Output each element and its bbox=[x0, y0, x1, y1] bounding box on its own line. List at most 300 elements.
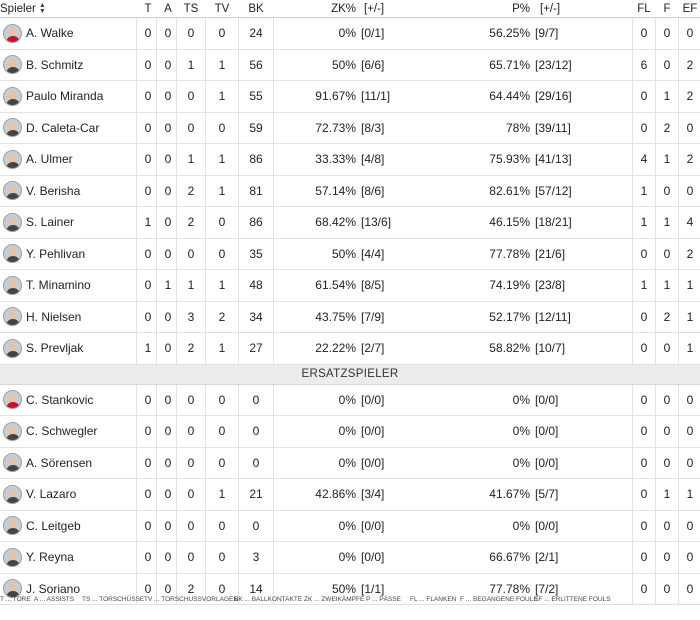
column-divider bbox=[273, 448, 274, 479]
column-divider bbox=[273, 50, 274, 81]
stat-a: 0 bbox=[164, 424, 172, 439]
column-fl[interactable]: FL bbox=[637, 2, 651, 15]
stat-a: 0 bbox=[164, 152, 172, 167]
substitute-rows bbox=[0, 385, 700, 606]
stat-t: 0 bbox=[144, 152, 152, 167]
stats-legend bbox=[0, 596, 700, 610]
column-divider bbox=[273, 239, 274, 270]
player-cell[interactable] bbox=[0, 416, 135, 447]
column-divider bbox=[678, 479, 679, 510]
stat-f: 1 bbox=[663, 152, 671, 167]
stat-zk: 42.86% bbox=[315, 487, 356, 502]
player-avatar bbox=[3, 181, 22, 200]
stat-ef: 1 bbox=[686, 309, 694, 324]
stat-a: 0 bbox=[164, 455, 172, 470]
column-divider bbox=[238, 207, 239, 238]
column-divider bbox=[678, 416, 679, 447]
stat-ts: 2 bbox=[187, 215, 195, 230]
column-divider bbox=[678, 113, 679, 144]
player-name[interactable]: D. Caleta-Car bbox=[26, 120, 100, 135]
stat-a: 1 bbox=[164, 278, 172, 293]
column-divider bbox=[632, 81, 633, 112]
player-cell[interactable] bbox=[0, 81, 135, 112]
stat-ef: 2 bbox=[686, 246, 694, 261]
stat-zk: 22.22% bbox=[315, 341, 356, 356]
column-divider bbox=[136, 50, 137, 81]
column-divider bbox=[655, 239, 656, 270]
stat-ef: 0 bbox=[686, 26, 694, 41]
legend-item: A ... ASSISTS bbox=[34, 596, 75, 603]
column-divider bbox=[238, 333, 239, 364]
column-divider bbox=[238, 511, 239, 542]
stat-a: 0 bbox=[164, 57, 172, 72]
stat-f: 0 bbox=[663, 550, 671, 565]
column-divider bbox=[678, 50, 679, 81]
stat-ts: 0 bbox=[187, 424, 195, 439]
stat-t: 0 bbox=[144, 183, 152, 198]
legend-item: P ... PÄSSE bbox=[366, 596, 401, 603]
column-a[interactable]: A bbox=[164, 2, 172, 15]
column-bk[interactable]: BK bbox=[248, 2, 264, 15]
stat-zk-d: [0/0] bbox=[361, 424, 385, 439]
player-name[interactable]: Y. Pehlivan bbox=[26, 246, 86, 261]
stat-bk: 0 bbox=[252, 424, 260, 439]
stat-bk: 3 bbox=[252, 550, 260, 565]
stat-zk-d: [1/1] bbox=[361, 581, 385, 596]
player-name[interactable]: S. Lainer bbox=[26, 215, 75, 230]
stat-fl: 0 bbox=[640, 89, 648, 104]
column-divider bbox=[678, 239, 679, 270]
player-cell[interactable] bbox=[0, 542, 135, 573]
column-zk[interactable]: ZK% bbox=[331, 2, 356, 15]
stat-ts: 2 bbox=[187, 341, 195, 356]
player-avatar bbox=[3, 548, 22, 567]
column-divider bbox=[655, 479, 656, 510]
stat-t: 0 bbox=[144, 278, 152, 293]
column-divider bbox=[205, 113, 206, 144]
column-tv[interactable]: TV bbox=[214, 2, 230, 15]
column-divider bbox=[238, 416, 239, 447]
column-divider bbox=[238, 239, 239, 270]
stat-tv: 0 bbox=[218, 424, 226, 439]
player-name[interactable]: A. Ulmer bbox=[26, 152, 73, 167]
stat-t: 0 bbox=[144, 518, 152, 533]
player-row[interactable] bbox=[0, 333, 700, 365]
column-divider bbox=[632, 542, 633, 573]
stat-t: 0 bbox=[144, 487, 152, 502]
player-row[interactable] bbox=[0, 113, 700, 145]
stat-p: 0% bbox=[512, 518, 530, 533]
player-row[interactable] bbox=[0, 385, 700, 417]
stat-f: 0 bbox=[663, 424, 671, 439]
player-cell[interactable] bbox=[0, 302, 135, 333]
stat-fl: 1 bbox=[640, 278, 648, 293]
player-avatar bbox=[3, 244, 22, 263]
stat-ts: 0 bbox=[187, 246, 195, 261]
stat-p-d: [12/11] bbox=[535, 309, 571, 324]
stat-fl: 4 bbox=[640, 152, 648, 167]
column-divider bbox=[273, 176, 274, 207]
player-avatar bbox=[3, 276, 22, 295]
player-name[interactable]: Paulo Miranda bbox=[26, 89, 104, 104]
column-divider bbox=[136, 207, 137, 238]
player-avatar bbox=[3, 24, 22, 43]
player-name[interactable]: Y. Reyna bbox=[26, 550, 74, 565]
sort-icon[interactable]: ▲ ▼ bbox=[38, 1, 46, 15]
column-divider bbox=[655, 50, 656, 81]
column-player[interactable] bbox=[0, 0, 135, 17]
player-row[interactable] bbox=[0, 416, 700, 448]
player-row[interactable] bbox=[0, 207, 700, 239]
stat-bk: 35 bbox=[249, 246, 263, 261]
stat-bk: 0 bbox=[252, 518, 260, 533]
stat-f: 0 bbox=[663, 455, 671, 470]
column-divider bbox=[238, 144, 239, 175]
column-divider bbox=[655, 18, 656, 49]
stat-fl: 0 bbox=[640, 120, 648, 135]
stat-zk: 0% bbox=[338, 550, 356, 565]
stat-ef: 1 bbox=[686, 341, 694, 356]
stat-p: 46.15% bbox=[489, 215, 530, 230]
stat-p-d: [57/12] bbox=[535, 183, 572, 198]
stat-fl: 1 bbox=[640, 215, 648, 230]
stat-zk: 50% bbox=[331, 581, 356, 596]
column-divider bbox=[632, 207, 633, 238]
stat-a: 0 bbox=[164, 392, 172, 407]
stat-ts: 1 bbox=[187, 57, 195, 72]
stat-fl: 0 bbox=[640, 341, 648, 356]
player-name[interactable]: V. Lazaro bbox=[26, 487, 77, 502]
stat-p-d: [0/0] bbox=[535, 518, 559, 533]
column-divider bbox=[136, 511, 137, 542]
player-name[interactable]: C. Schwegler bbox=[26, 424, 98, 439]
column-divider bbox=[205, 207, 206, 238]
stat-zk: 91.67% bbox=[315, 89, 356, 104]
starter-rows bbox=[0, 18, 700, 365]
player-cell[interactable] bbox=[0, 333, 135, 364]
column-divider bbox=[632, 333, 633, 364]
stat-f: 2 bbox=[663, 120, 671, 135]
player-cell[interactable] bbox=[0, 239, 135, 270]
stat-a: 0 bbox=[164, 246, 172, 261]
column-divider bbox=[205, 144, 206, 175]
stat-a: 0 bbox=[164, 309, 172, 324]
player-row[interactable] bbox=[0, 176, 700, 208]
column-divider bbox=[136, 81, 137, 112]
player-cell[interactable] bbox=[0, 479, 135, 510]
stat-zk: 0% bbox=[338, 518, 356, 533]
stat-a: 0 bbox=[164, 120, 172, 135]
player-avatar bbox=[3, 339, 22, 358]
stat-p: 65.71% bbox=[489, 57, 530, 72]
player-row[interactable] bbox=[0, 479, 700, 511]
column-divider bbox=[678, 81, 679, 112]
stat-tv: 1 bbox=[218, 341, 226, 356]
stat-tv: 0 bbox=[218, 120, 226, 135]
player-row[interactable] bbox=[0, 239, 700, 271]
column-divider bbox=[678, 270, 679, 301]
stat-zk: 68.42% bbox=[315, 215, 356, 230]
stat-p-d: [23/12] bbox=[535, 57, 572, 72]
player-name[interactable]: A. Walke bbox=[26, 26, 74, 41]
stat-f: 0 bbox=[663, 183, 671, 198]
stat-fl: 0 bbox=[640, 581, 648, 596]
stat-a: 0 bbox=[164, 581, 172, 596]
player-row[interactable] bbox=[0, 542, 700, 574]
legend-item: ZK ... ZWEIKÄMPFE bbox=[304, 596, 365, 603]
stat-t: 0 bbox=[144, 581, 152, 596]
stat-f: 0 bbox=[663, 518, 671, 533]
stat-p-d: [0/0] bbox=[535, 424, 559, 439]
stat-bk: 81 bbox=[249, 183, 263, 198]
stat-ts: 0 bbox=[187, 550, 195, 565]
stat-t: 0 bbox=[144, 392, 152, 407]
stat-p-d: [7/2] bbox=[535, 581, 559, 596]
stat-ef: 0 bbox=[686, 518, 694, 533]
stat-zk-d: [11/1] bbox=[361, 89, 391, 104]
player-row[interactable] bbox=[0, 448, 700, 480]
stat-tv: 1 bbox=[218, 278, 226, 293]
stat-bk: 0 bbox=[252, 455, 260, 470]
stat-f: 1 bbox=[663, 278, 671, 293]
legend-item: T ... TORE bbox=[0, 596, 31, 603]
stat-tv: 0 bbox=[218, 581, 226, 596]
column-divider bbox=[273, 18, 274, 49]
player-name[interactable]: A. Sörensen bbox=[26, 455, 93, 470]
stat-zk: 43.75% bbox=[315, 309, 356, 324]
column-divider bbox=[678, 176, 679, 207]
column-divider bbox=[632, 113, 633, 144]
stat-tv: 1 bbox=[218, 152, 226, 167]
player-cell[interactable] bbox=[0, 144, 135, 175]
stat-zk: 0% bbox=[338, 26, 356, 41]
player-avatar bbox=[3, 55, 22, 74]
player-name[interactable]: H. Nielsen bbox=[26, 309, 82, 324]
player-name[interactable]: C. Leitgeb bbox=[26, 518, 81, 533]
stat-ef: 0 bbox=[686, 424, 694, 439]
player-row[interactable] bbox=[0, 81, 700, 113]
stat-p: 66.67% bbox=[489, 550, 530, 565]
stat-tv: 1 bbox=[218, 89, 226, 104]
player-row[interactable] bbox=[0, 50, 700, 82]
column-divider bbox=[273, 479, 274, 510]
stat-a: 0 bbox=[164, 487, 172, 502]
column-divider bbox=[655, 511, 656, 542]
column-divider bbox=[655, 144, 656, 175]
stat-p-d: [5/7] bbox=[535, 487, 559, 502]
column-divider bbox=[678, 385, 679, 416]
column-divider bbox=[136, 113, 137, 144]
player-row[interactable] bbox=[0, 511, 700, 543]
stat-p: 82.61% bbox=[489, 183, 530, 198]
stat-f: 0 bbox=[663, 26, 671, 41]
stat-fl: 0 bbox=[640, 487, 648, 502]
stat-f: 0 bbox=[663, 57, 671, 72]
stat-ef: 0 bbox=[686, 183, 694, 198]
stat-ts: 2 bbox=[187, 183, 195, 198]
stat-zk: 33.33% bbox=[315, 152, 356, 167]
stat-bk: 55 bbox=[249, 89, 263, 104]
column-divider bbox=[273, 542, 274, 573]
stat-p: 58.82% bbox=[489, 341, 530, 356]
player-avatar bbox=[3, 422, 22, 441]
column-divider bbox=[238, 176, 239, 207]
stat-fl: 0 bbox=[640, 26, 648, 41]
stat-p-d: [2/1] bbox=[535, 550, 559, 565]
column-divider bbox=[238, 18, 239, 49]
stat-p: 77.78% bbox=[489, 246, 530, 261]
column-zk-diff: [+/-] bbox=[364, 2, 385, 15]
stat-bk: 21 bbox=[249, 487, 263, 502]
column-divider bbox=[205, 333, 206, 364]
player-name[interactable]: C. Stankovic bbox=[26, 392, 94, 407]
stat-tv: 2 bbox=[218, 309, 226, 324]
player-cell[interactable] bbox=[0, 18, 135, 49]
stat-tv: 1 bbox=[218, 57, 226, 72]
player-row[interactable] bbox=[0, 18, 700, 50]
stat-zk-d: [3/4] bbox=[361, 487, 385, 502]
column-divider bbox=[632, 448, 633, 479]
stat-p-d: [29/16] bbox=[535, 89, 572, 104]
column-divider bbox=[238, 542, 239, 573]
column-divider bbox=[205, 18, 206, 49]
stat-ef: 0 bbox=[686, 581, 694, 596]
player-cell[interactable] bbox=[0, 448, 135, 479]
column-divider bbox=[678, 511, 679, 542]
stat-ts: 0 bbox=[187, 120, 195, 135]
legend-item: TS ... TORSCHÜSSE bbox=[82, 596, 145, 603]
player-cell[interactable] bbox=[0, 385, 135, 416]
column-divider bbox=[205, 385, 206, 416]
stat-zk-d: [2/7] bbox=[361, 341, 385, 356]
column-divider bbox=[678, 333, 679, 364]
stat-zk-d: [8/5] bbox=[361, 278, 385, 293]
stat-bk: 27 bbox=[249, 341, 263, 356]
stat-zk: 0% bbox=[338, 455, 356, 470]
player-cell[interactable] bbox=[0, 511, 135, 542]
stat-ts: 0 bbox=[187, 89, 195, 104]
column-divider bbox=[632, 144, 633, 175]
legend-item: BK ... BALLKONTAKTE bbox=[234, 596, 303, 603]
stat-ef: 0 bbox=[686, 455, 694, 470]
column-divider bbox=[678, 542, 679, 573]
stat-zk-d: [0/0] bbox=[361, 550, 385, 565]
player-avatar bbox=[3, 390, 22, 409]
column-divider bbox=[273, 144, 274, 175]
column-p[interactable]: P% bbox=[512, 2, 530, 15]
column-divider bbox=[136, 239, 137, 270]
stat-t: 0 bbox=[144, 455, 152, 470]
stat-f: 1 bbox=[663, 89, 671, 104]
stat-zk-d: [6/6] bbox=[361, 57, 385, 72]
column-divider bbox=[655, 416, 656, 447]
player-cell[interactable] bbox=[0, 207, 135, 238]
player-row[interactable] bbox=[0, 302, 700, 334]
stat-t: 0 bbox=[144, 424, 152, 439]
player-name[interactable]: T. Minamino bbox=[26, 278, 91, 293]
player-name[interactable]: V. Berisha bbox=[26, 183, 81, 198]
column-divider bbox=[632, 385, 633, 416]
stat-ef: 1 bbox=[686, 487, 694, 502]
stat-bk: 24 bbox=[249, 26, 263, 41]
stat-fl: 6 bbox=[640, 57, 648, 72]
stat-ef: 0 bbox=[686, 120, 694, 135]
column-divider bbox=[632, 50, 633, 81]
column-divider bbox=[655, 448, 656, 479]
column-divider bbox=[205, 50, 206, 81]
stat-t: 1 bbox=[144, 341, 152, 356]
column-f[interactable]: F bbox=[663, 2, 671, 15]
player-avatar bbox=[3, 485, 22, 504]
player-name[interactable]: S. Prevljak bbox=[26, 341, 84, 356]
stat-a: 0 bbox=[164, 550, 172, 565]
player-avatar bbox=[3, 87, 22, 106]
column-divider bbox=[238, 81, 239, 112]
stat-zk-d: [0/1] bbox=[361, 26, 385, 41]
column-divider bbox=[238, 302, 239, 333]
column-divider bbox=[632, 511, 633, 542]
stat-f: 0 bbox=[663, 581, 671, 596]
player-cell[interactable] bbox=[0, 50, 135, 81]
stat-a: 0 bbox=[164, 183, 172, 198]
stat-p: 64.44% bbox=[489, 89, 530, 104]
player-avatar bbox=[3, 307, 22, 326]
column-divider bbox=[205, 448, 206, 479]
stat-fl: 0 bbox=[640, 518, 648, 533]
player-name[interactable]: J. Soriano bbox=[26, 581, 81, 596]
player-name[interactable]: B. Schmitz bbox=[26, 57, 84, 72]
legend-item: TV ... TORSCHUSSVORLAGEN bbox=[144, 596, 239, 603]
column-ef[interactable]: EF bbox=[682, 2, 698, 15]
stat-zk-d: [4/4] bbox=[361, 246, 385, 261]
player-cell[interactable] bbox=[0, 270, 135, 301]
stat-zk: 72.73% bbox=[315, 120, 356, 135]
column-divider bbox=[632, 176, 633, 207]
stat-ef: 2 bbox=[686, 57, 694, 72]
column-divider bbox=[238, 50, 239, 81]
column-divider bbox=[678, 302, 679, 333]
substitutes-title: ERSATZSPIELER bbox=[301, 368, 399, 380]
stat-ts: 1 bbox=[187, 152, 195, 167]
stat-tv: 0 bbox=[218, 518, 226, 533]
stat-p-d: [21/6] bbox=[535, 246, 566, 261]
column-t[interactable]: T bbox=[144, 2, 152, 15]
player-cell[interactable] bbox=[0, 176, 135, 207]
stat-zk-d: [4/8] bbox=[361, 152, 385, 167]
stat-ts: 0 bbox=[187, 26, 195, 41]
stat-p: 0% bbox=[512, 424, 530, 439]
column-divider bbox=[205, 176, 206, 207]
legend-item: EF ... ERLITTENE FOULS bbox=[534, 596, 611, 603]
column-divider bbox=[273, 81, 274, 112]
column-divider bbox=[273, 113, 274, 144]
stat-p-d: [10/7] bbox=[535, 341, 566, 356]
player-row[interactable] bbox=[0, 270, 700, 302]
stat-p: 56.25% bbox=[489, 26, 530, 41]
player-row[interactable] bbox=[0, 144, 700, 176]
column-divider bbox=[655, 207, 656, 238]
column-divider bbox=[136, 479, 137, 510]
stat-p-d: [9/7] bbox=[535, 26, 559, 41]
column-divider bbox=[632, 416, 633, 447]
player-cell[interactable] bbox=[0, 113, 135, 144]
column-divider bbox=[273, 207, 274, 238]
column-divider bbox=[136, 302, 137, 333]
stat-zk: 61.54% bbox=[315, 278, 356, 293]
stat-p: 77.78% bbox=[489, 581, 530, 596]
column-ts[interactable]: TS bbox=[183, 2, 199, 15]
stat-fl: 0 bbox=[640, 455, 648, 470]
